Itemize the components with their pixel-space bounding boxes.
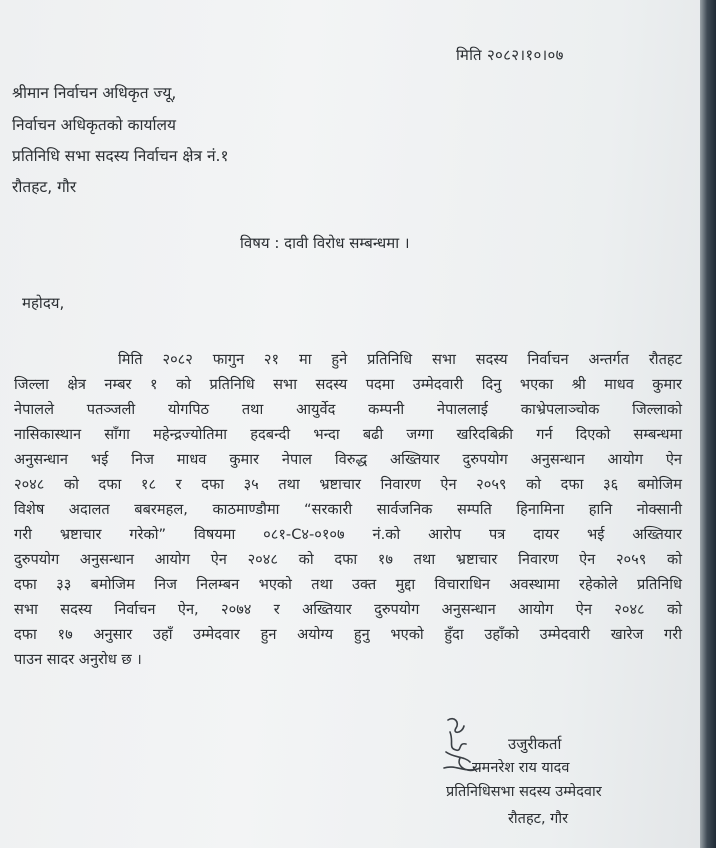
addressee-line-2: निर्वाचन अधिकृतको कार्यालय [12,116,177,134]
signatory-post: प्रतिनिधिसभा सदस्य उम्मेदवार [446,784,602,800]
dark-background-edge [700,0,716,848]
signatory-name: रामनरेश राय यादव [472,760,570,776]
body-line-1: मिति २०८२ फागुन २१ मा हुने प्रतिनिधि सभा सदस्य निर्वाचन अन्तर्गत रौतहट [118,351,682,368]
body-line-3: नेपालले पतञ्जली योगपिठ तथा आयुर्वेद कम्पनी नेपाललाई काभ्रेपलाञ्चोक जिल्लाको [14,401,682,418]
letter-date: मिति २०८२।१०।०७ [456,46,564,64]
body-line-2: जिल्ला क्षेत्र नम्बर १ को प्रतिनिधि सभा सदस्य पदमा उम्मेदवारी दिनु भएका श्री माधव कुमार [14,376,682,393]
addressee-line-1: श्रीमान निर्वाचन अधिकृत ज्यू, [12,84,177,102]
addressee-line-3: प्रतिनिधि सभा सदस्य निर्वाचन क्षेत्र नं.१ [12,147,229,165]
body-line-8: गरी भ्रष्टाचार गरेको” विषयमा ०८१-C४-०१०७ नं.को आरोप पत्र दायर भई अख्तियार [14,526,682,543]
body-line-6: २०४८ को दफा १८ र दफा ३५ तथा भ्रष्टाचार निवारण ऐन २०५९ को दफा ३६ बमोजिम [14,476,682,493]
body-line-9: दुरुपयोग अनुसन्धान आयोग ऐन २०४८ को दफा १७ तथा भ्रष्टाचार निवारण ऐन २०५९ को [14,551,682,568]
body-line-12: दफा १७ अनुसार उहाँ उम्मेदवार हुन अयोग्य हुनु भएको हुँदा उहाँको उम्मेदवारी खारेज गरी [14,626,682,643]
body-line-4: नासिकास्थान साँगा महेन्द्रज्योतिमा हदबन्दी भन्दा बढी जग्गा खरिदबिक्री गर्न दिएको सम्बन्धमा [14,426,682,443]
body-line-7: विशेष अदालत बबरमहल, काठमाण्डौमा “सरकारी सार्वजनिक सम्पति हिनामिना हानि नोक्सानी [14,501,682,518]
complainant-label: उजुरीकर्ता [508,735,562,753]
body-line-5: अनुसन्धान भई निज माधव कुमार नेपाल विरुद्ध अख्तियार दुरुपयोग अनुसन्धान आयोग ऐन [14,451,682,468]
letter-salutation: महोदय, [22,294,65,312]
body-line-10: दफा ३३ बमोजिम निज निलम्बन भएको तथा उक्त मुद्दा विचाराधिन अवस्थामा रहेकोले प्रतिनिधि [14,576,682,593]
addressee-line-4: रौतहट, गौर [12,178,77,196]
letter-subject: विषय : दावी विरोध सम्बन्धमा । [240,234,410,252]
signatory-place: रौतहट, गौर [508,811,569,827]
body-line-11: सभा सदस्य निर्वाचन ऐन, २०७४ र अख्तियार दुरुपयोग अनुसन्धान आयोग ऐन २०४८ को [14,601,682,618]
body-line-13: पाउन सादर अनुरोध छ । [14,651,142,668]
